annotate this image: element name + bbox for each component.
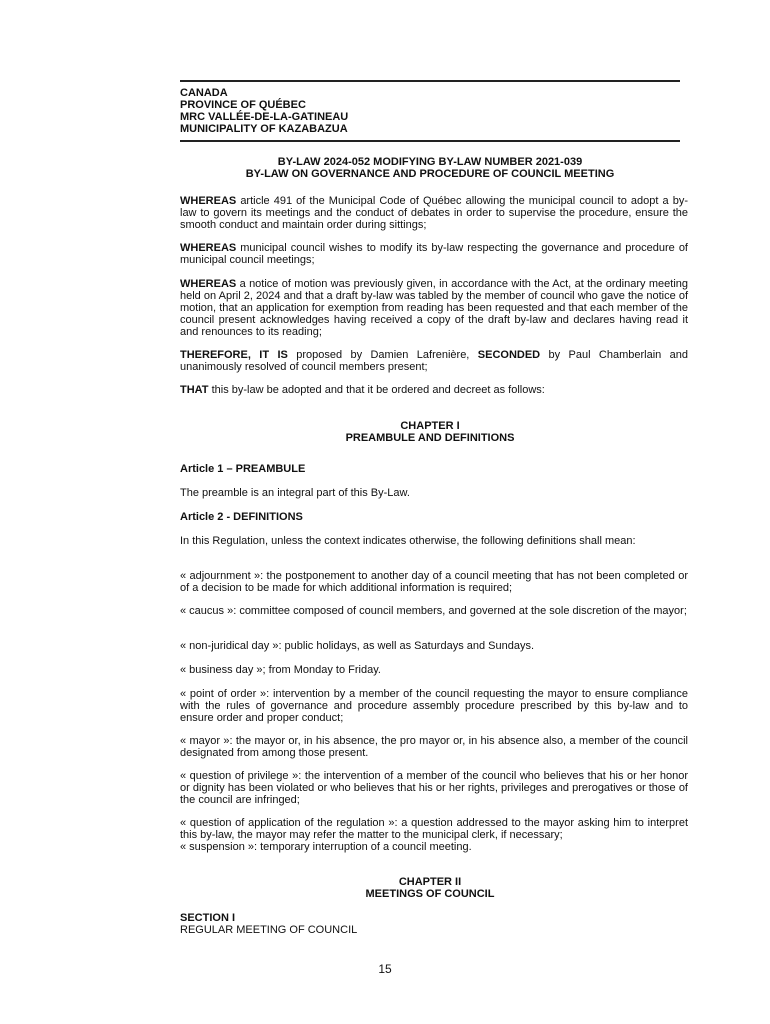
chapter-2-label: CHAPTER II [398,876,462,888]
whereas-clause-1 [180,195,688,231]
chapter-1-heading [180,420,680,444]
that-text: this by-law be adopted and that it be ordered and decreet as follows: [208,384,545,396]
definition-caucus: « caucus »: committee composed of council members, and governed at the sole discretion of the mayor; [180,605,687,617]
definition-question-of-privilege: « question of privilege »: the intervention of a member of the council who believes that his or her honor or dignity has been violated or who believes that his or her rights, privileges and prerogatives or those of the council are infringed; [180,770,688,806]
whereas-lead: WHEREAS [180,242,237,254]
section-1-label: SECTION I [180,912,236,924]
bylaw-title [180,156,680,180]
section-1-heading [180,912,688,936]
definition-non-juridical-day: « non-juridical day »: public holidays, as well as Saturdays and Sundays. [180,640,535,652]
chapter-1-label: CHAPTER I [400,420,460,432]
whereas-text: a notice of motion was previously given, in accordance with the Act, at the ordinary meeting held on April 2, 2024 and that a draft by-law was tabled by the member of council who gave the notice of motion, that an application for exemption from reading has been requested and that each member of the council present acknowledges having received a copy of the draft by-law and declares having read it and renounces to its reading; [180,278,688,338]
whereas-clause-3 [180,278,688,338]
header-mrc: MRC VALLÉE-DE-LA-GATINEAU [180,111,349,123]
definition-business-day: « business day »; from Monday to Friday. [180,664,381,676]
whereas-text: article 491 of the Municipal Code of Québec allowing the municipal council to adopt a by-law to govern its meetings and the conduct of debates in order to supervise the procedure, ensure the smooth conduct and maintain order during sittings; [180,195,688,231]
whereas-text: municipal council wishes to modify its by-law respecting the governance and procedure of municipal council meetings; [180,242,688,266]
jurisdiction-header [180,87,348,135]
definition-mayor: « mayor »: the mayor or, in his absence, the pro mayor or, in his absence also, a member of the council designated from among those present. [180,735,688,759]
definition-point-of-order: « point of order »: intervention by a member of the council requesting the mayor to ensure compliance with the rules of governance and procedure assembly procedure prescribed by this by-law and to ensure order and proper conduct; [180,688,688,724]
therefore-text-1: proposed by Damien Lafrenière, [287,349,478,361]
that-clause [180,384,688,396]
page-number: 15 [378,962,392,976]
that-lead: THAT [180,384,209,396]
whereas-lead: WHEREAS [180,278,237,290]
therefore-lead: THEREFORE, IT IS [180,349,288,361]
section-1-title: REGULAR MEETING OF COUNCIL [180,924,358,936]
therefore-clause [180,349,688,373]
top-rule [180,80,680,82]
header-rule [180,140,680,142]
chapter-2-title: MEETINGS OF COUNCIL [365,888,495,900]
therefore-text-2: by Paul Chamberlain and unanimously resolved of council members present; [180,349,689,373]
chapter-2-heading [180,876,680,900]
article-2-heading: Article 2 - DEFINITIONS [180,511,303,523]
definition-adjournment: « adjournment »: the postponement to another day of a council meeting that has not been completed or of a decision to be made for which additional information is required; [180,570,688,594]
header-municipality: MUNICIPALITY OF KAZABAZUA [180,123,348,135]
header-province: PROVINCE OF QUÉBEC [180,99,306,111]
header-country: CANADA [180,87,228,99]
definition-question-of-application: « question of application of the regulation »: a question addressed to the mayor asking him to interpret this by-law, the mayor may refer the matter to the municipal clerk, if necessary; [180,817,688,841]
article-2-text: In this Regulation, unless the context indicates otherwise, the following definitions shall mean: [180,535,636,547]
bylaw-title-line2: BY-LAW ON GOVERNANCE AND PROCEDURE OF COUNCIL MEETING [245,168,615,180]
seconded-lead: SECONDED [477,349,541,361]
article-1-heading: Article 1 – PREAMBULE [180,463,306,475]
whereas-lead: WHEREAS [180,195,237,207]
bylaw-title-line1: BY-LAW 2024-052 MODIFYING BY-LAW NUMBER 2021-039 [277,156,583,168]
whereas-clause-2 [180,242,688,266]
chapter-1-title: PREAMBULE AND DEFINITIONS [345,432,515,444]
article-1-text: The preamble is an integral part of this By-Law. [180,487,410,499]
definition-suspension: « suspension »: temporary interruption of a council meeting. [180,841,472,853]
